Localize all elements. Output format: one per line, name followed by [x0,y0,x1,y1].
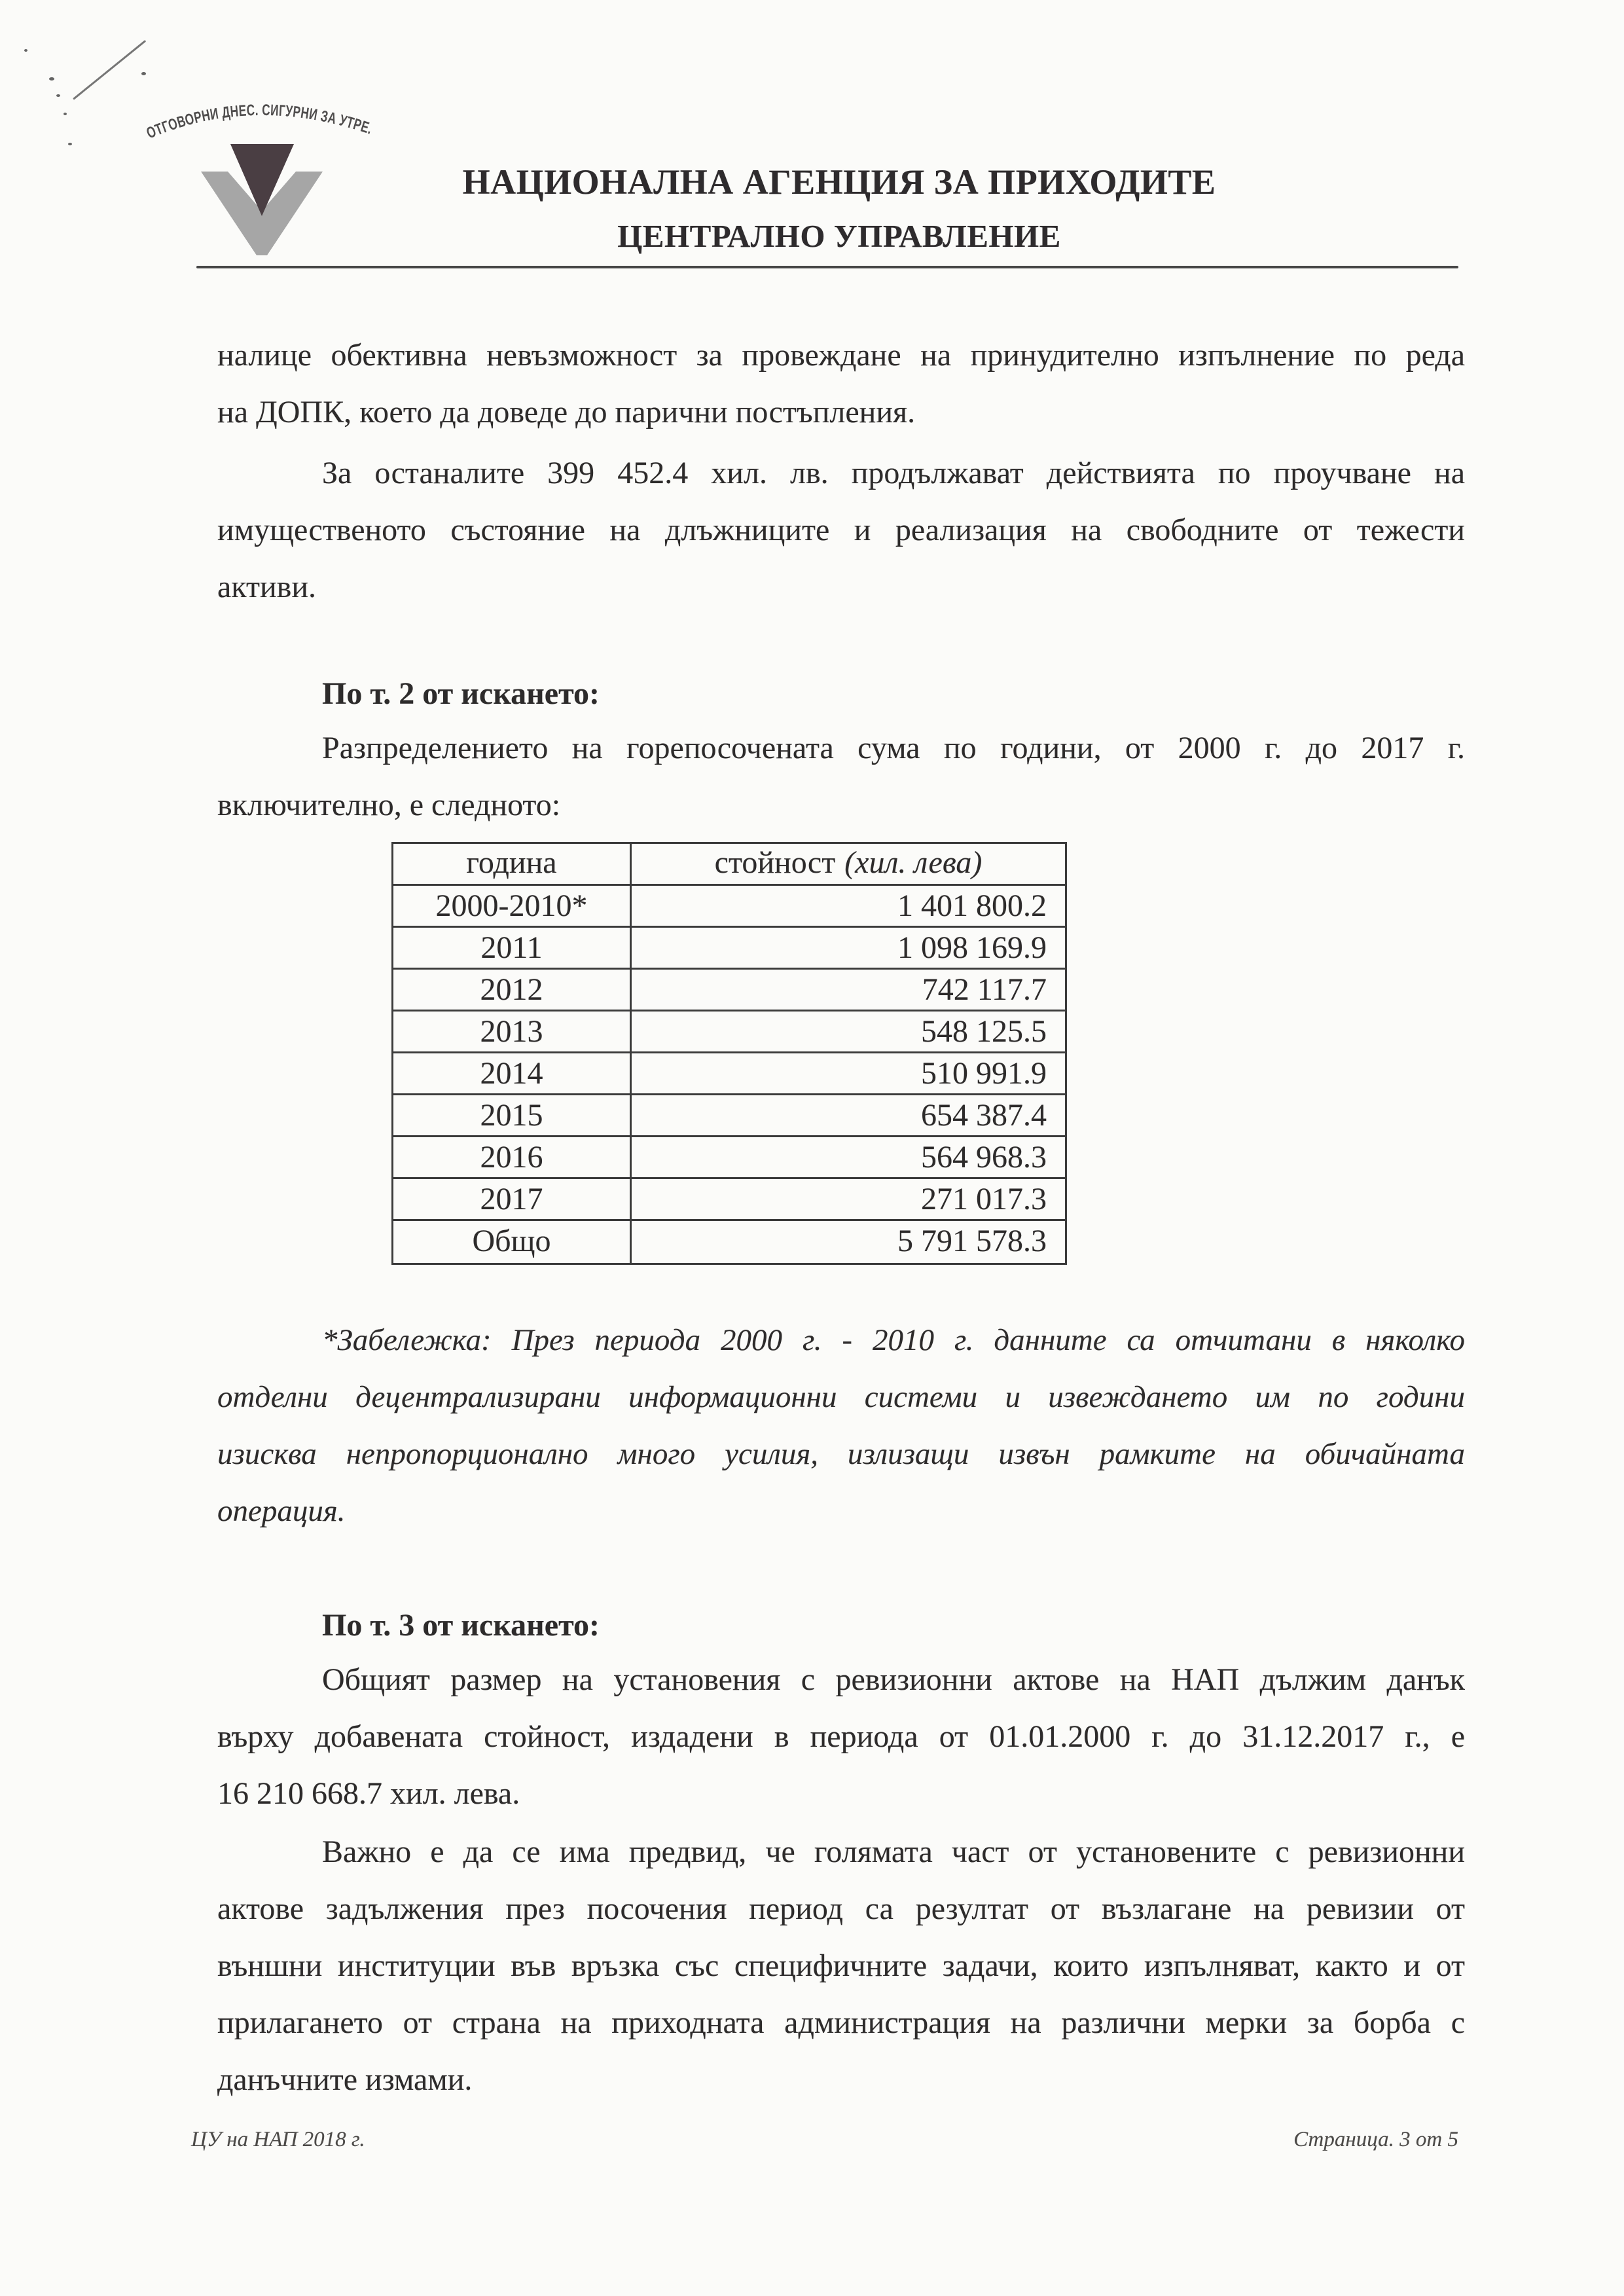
value-cell: 271 017.3 [921,1182,1047,1216]
text-line: Общият размер на установения с ревизионни актове на НАП дължим данък [322,1662,1465,1697]
text-line: *Забележка: През периода 2000 г. - 2010 г. данните са отчитани в няколко [322,1323,1465,1357]
text-line: прилагането от страна на приходната администрация на различни мерки за борба с [217,2005,1465,2040]
header-rule [196,266,1458,268]
footer-page-number: Страница. 3 от 5 [1293,2128,1458,2151]
department-subtitle: ЦЕНТРАЛНО УПРАВЛЕНИЕ [617,218,1061,254]
values-table [391,842,1067,1265]
year-cell: 2011 [393,928,632,968]
text-line: върху добавената стойност, издадени в периода от 01.01.2000 г. до 31.12.2017 г., е [217,1719,1465,1754]
text-line: включително, е следното: [217,788,561,822]
value-header-unit: (хил. лева) [844,845,983,880]
page-footer [191,2126,1458,2153]
value-header-label: стойност [714,845,836,880]
motto-text: ОТГОВОРНИ ДНЕС. СИГУРНИ ЗА УТРЕ. [143,101,376,143]
year-column-header: година [393,844,632,884]
text-line: имущественото състояние на длъжниците и реализация на свободните от тежести [217,513,1465,547]
year-cell: 2012 [393,970,632,1010]
text-line: на ДОПК, което да доведе до парични постъпления. [217,395,916,429]
scan-speck [63,113,67,115]
value-cell: 510 991.9 [921,1056,1047,1091]
year-cell: 2000-2010* [393,886,632,926]
text-line: 16 210 668.7 хил. лева. [217,1776,520,1811]
paragraph-important-note [217,1823,1465,2108]
scan-speck [56,94,60,97]
table-header-row [393,844,1065,886]
text-line: отделни децентрализирани информационни системи и извеждането им по години [217,1380,1465,1414]
table-total-row [393,1221,1065,1263]
footer-left: ЦУ на НАП 2018 г. [191,2128,365,2151]
total-value-cell: 5 791 578.3 [897,1224,1047,1258]
year-cell: 2017 [393,1179,632,1219]
table-row [393,970,1065,1011]
text-line: актове задължения през посочения период са резултат от възлагане на ревизии от [217,1891,1465,1926]
year-cell: 2016 [393,1137,632,1177]
paragraph-vat-total [217,1651,1465,1822]
paragraph-continuation [217,327,1465,441]
value-cell: 1 401 800.2 [897,888,1047,923]
paragraph-distribution [217,720,1465,833]
text-line: активи. [217,570,317,604]
agency-title: НАЦИОНАЛНА АГЕНЦИЯ ЗА ПРИХОДИТЕ [462,162,1216,202]
value-cell: 654 387.4 [921,1098,1047,1133]
scan-speck [141,72,146,75]
table-row [393,886,1065,928]
footnote-paragraph [217,1312,1465,1540]
table-row [393,1137,1065,1179]
text-line: налице обективна невъзможност за провеждане на принудително изпълнение по реда [217,338,1465,373]
total-label-cell: Общо [393,1221,632,1263]
year-cell: 2014 [393,1053,632,1093]
text-line: операция. [217,1494,346,1528]
paragraph-remaining-amount [217,445,1465,615]
table-row [393,1053,1065,1095]
text-line: За останалите 399 452.4 хил. лв. продължават действията по проучване на [322,456,1465,490]
table-row [393,1095,1065,1137]
table-row [393,928,1065,970]
year-cell: 2013 [393,1011,632,1051]
year-cell: 2015 [393,1095,632,1135]
text-line: изисква непропорционално много усилия, излизащи извън рамките на обичайната [217,1437,1465,1471]
text-line: Разпределението на горепосочената сума по години, от 2000 г. до 2017 г. [322,731,1465,765]
value-cell: 742 117.7 [922,972,1047,1007]
scan-speck [68,143,72,145]
scan-speck [49,77,54,81]
section-2-heading: По т. 2 от искането: [322,676,600,711]
section-3-heading: По т. 3 от искането: [322,1608,600,1643]
value-column-header [632,844,1065,884]
text-line: Важно е да се има предвид, че голямата част от установените с ревизионни [322,1834,1465,1869]
table-row [393,1179,1065,1221]
value-cell: 548 125.5 [921,1014,1047,1049]
text-line: външни институции във връзка със специфичните задачи, които изпълняват, както и от [217,1948,1465,1983]
value-cell: 1 098 169.9 [897,930,1047,965]
table-row [393,1011,1065,1053]
scan-speck [24,49,27,52]
text-line: данъчните измами. [217,2062,473,2097]
value-cell: 564 968.3 [921,1140,1047,1175]
